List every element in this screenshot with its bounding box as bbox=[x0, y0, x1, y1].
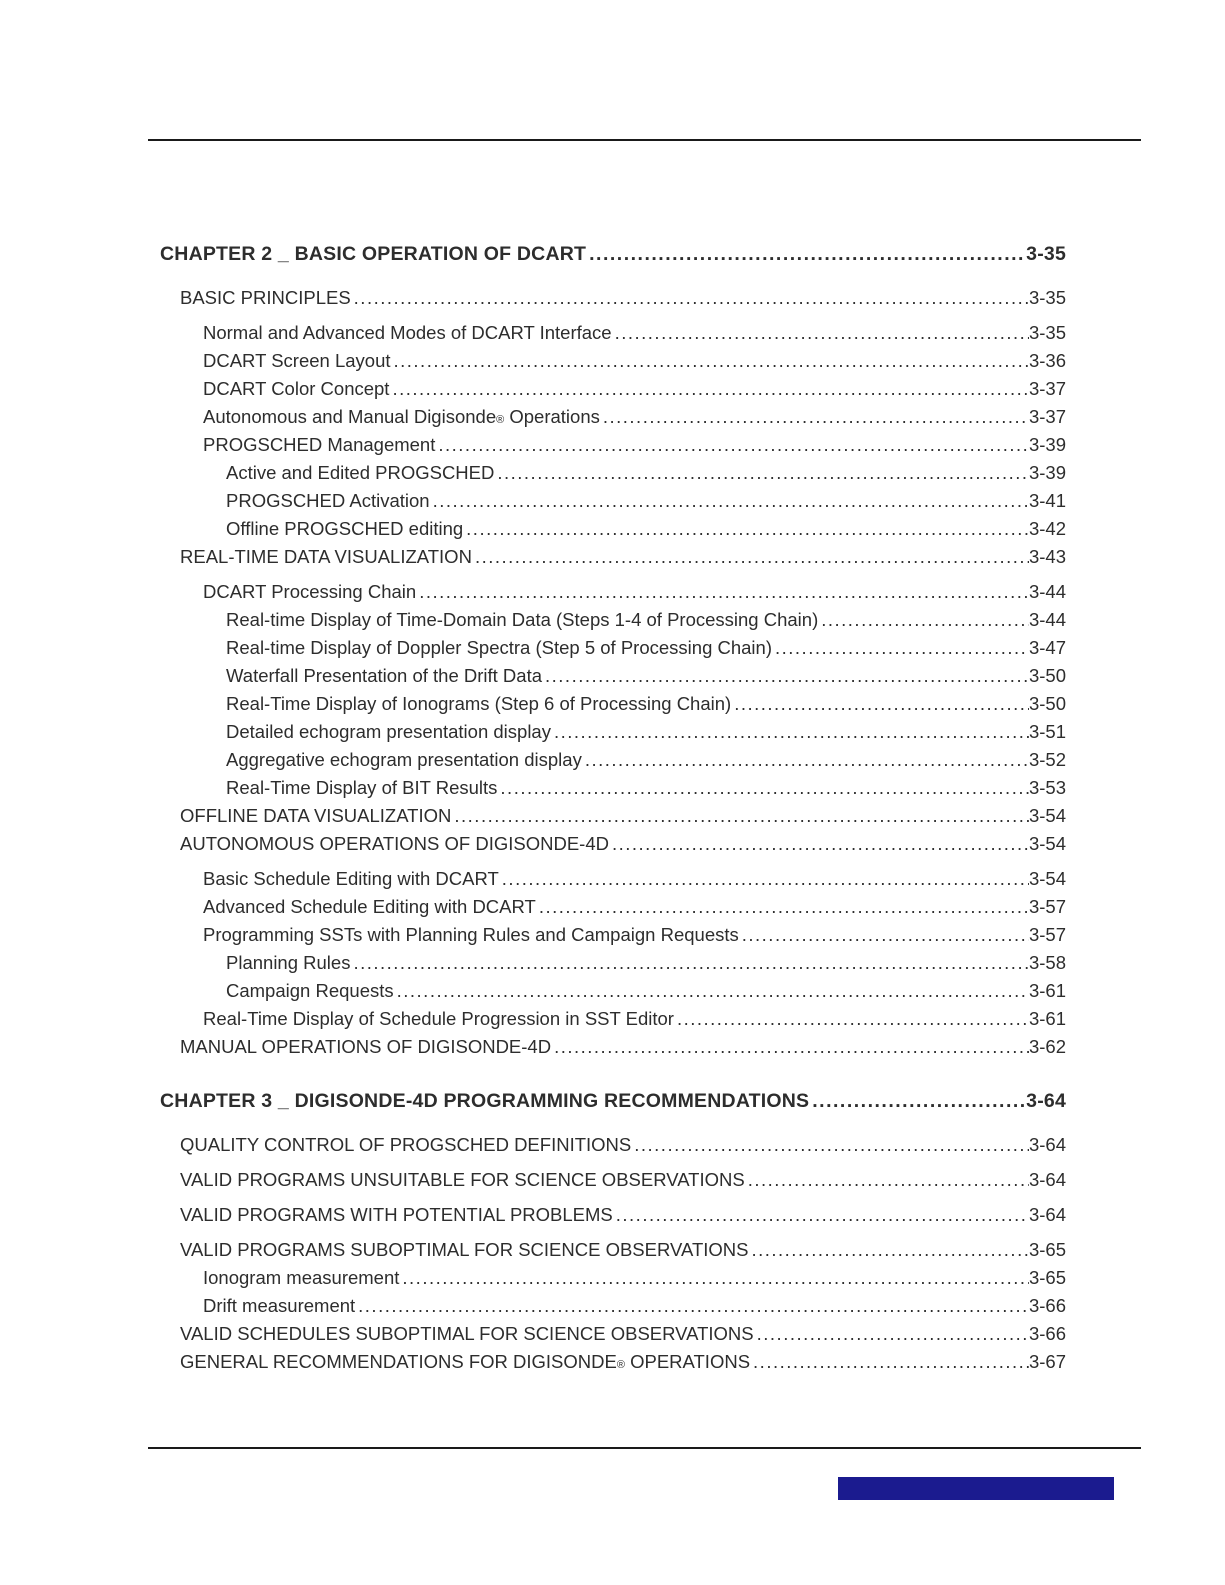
toc-entry-page: 3-41 bbox=[1028, 490, 1066, 511]
toc-entry-page: 3-35 bbox=[1026, 243, 1066, 265]
toc-entry-label: QUALITY CONTROL OF PROGSCHED DEFINITIONS bbox=[180, 1134, 632, 1155]
toc-entry-label: VALID PROGRAMS WITH POTENTIAL PROBLEMS bbox=[180, 1204, 613, 1225]
dot-leader bbox=[750, 1348, 1029, 1376]
dot-leader bbox=[542, 662, 1029, 690]
toc-entry[interactable] bbox=[160, 1201, 1066, 1229]
toc-entry-page: 3-66 bbox=[1028, 1323, 1066, 1344]
toc-entry-page: 3-61 bbox=[1028, 980, 1066, 1001]
toc-entry[interactable] bbox=[160, 1292, 1066, 1320]
toc-entry-page: 3-57 bbox=[1028, 896, 1066, 917]
toc-entry-page: 3-47 bbox=[1028, 637, 1066, 658]
toc-entry-label: Waterfall Presentation of the Drift Data bbox=[226, 665, 543, 686]
toc-entry[interactable] bbox=[160, 830, 1066, 858]
toc-entry-page: 3-67 bbox=[1028, 1351, 1066, 1372]
toc-entry-label: Real-time Display of Doppler Spectra (Step 5 of Processing Chain) bbox=[226, 637, 772, 658]
toc-entry-label: Programming SSTs with Planning Rules and Campaign Requests bbox=[203, 924, 739, 945]
dot-leader bbox=[536, 893, 1029, 921]
toc-chapter-heading[interactable] bbox=[160, 1087, 1066, 1115]
toc-entry-page: 3-54 bbox=[1028, 805, 1066, 826]
toc-entry[interactable] bbox=[160, 606, 1066, 634]
dot-leader bbox=[551, 718, 1029, 746]
toc-entry-label: Normal and Advanced Modes of DCART Interface bbox=[203, 322, 612, 343]
toc-entry[interactable] bbox=[160, 515, 1066, 543]
dot-leader bbox=[731, 690, 1029, 718]
toc-entry-page: 3-39 bbox=[1028, 434, 1066, 455]
table-of-contents bbox=[160, 240, 1066, 1376]
toc-entry-page: 3-64 bbox=[1028, 1169, 1066, 1190]
toc-entry-page: 3-61 bbox=[1028, 1008, 1066, 1029]
toc-entry-page: 3-51 bbox=[1028, 721, 1066, 742]
toc-entry[interactable] bbox=[160, 1166, 1066, 1194]
toc-entry-label-after: OPERATIONS bbox=[624, 1351, 751, 1372]
toc-entry-label: Ionogram measurement bbox=[203, 1267, 400, 1288]
dot-leader bbox=[631, 1131, 1029, 1159]
toc-entry-page: 3-35 bbox=[1028, 287, 1066, 308]
dot-leader bbox=[494, 459, 1029, 487]
toc-entry-label: OFFLINE DATA VISUALIZATION bbox=[180, 805, 452, 826]
toc-entry-label: PROGSCHED Activation bbox=[226, 490, 430, 511]
toc-entry-label: Campaign Requests bbox=[226, 980, 394, 1001]
footer-accent-bar bbox=[838, 1477, 1114, 1500]
dot-leader bbox=[582, 746, 1029, 774]
dot-leader bbox=[430, 487, 1029, 515]
toc-entry[interactable] bbox=[160, 487, 1066, 515]
toc-entry-label: PROGSCHED Management bbox=[203, 434, 436, 455]
toc-entry-page: 3-54 bbox=[1028, 833, 1066, 854]
toc-entry-label: REAL-TIME DATA VISUALIZATION bbox=[180, 546, 472, 567]
toc-chapter-heading[interactable] bbox=[160, 240, 1066, 268]
toc-entry-page: 3-62 bbox=[1028, 1036, 1066, 1057]
toc-entry[interactable] bbox=[160, 1264, 1066, 1292]
dot-leader bbox=[355, 1292, 1029, 1320]
toc-entry-page: 3-52 bbox=[1028, 749, 1066, 770]
toc-entry-label: Basic Schedule Editing with DCART bbox=[203, 868, 499, 889]
toc-entry[interactable] bbox=[160, 1005, 1066, 1033]
dot-leader bbox=[463, 515, 1029, 543]
toc-entry-label: Offline PROGSCHED editing bbox=[226, 518, 464, 539]
toc-entry[interactable] bbox=[160, 893, 1066, 921]
toc-entry-label: Real-Time Display of Ionograms (Step 6 of Processing Chain) bbox=[226, 693, 732, 714]
toc-entry[interactable] bbox=[160, 1236, 1066, 1264]
dot-leader bbox=[394, 977, 1029, 1005]
toc-entry-label: DCART Processing Chain bbox=[203, 581, 417, 602]
dot-leader bbox=[497, 774, 1029, 802]
toc-entry-page: 3-66 bbox=[1028, 1295, 1066, 1316]
toc-entry-page: 3-37 bbox=[1028, 406, 1066, 427]
toc-entry-page: 3-64 bbox=[1028, 1204, 1066, 1225]
dot-leader bbox=[351, 284, 1029, 312]
dot-leader bbox=[745, 1166, 1029, 1194]
toc-entry[interactable] bbox=[160, 431, 1066, 459]
dot-leader bbox=[609, 830, 1029, 858]
dot-leader bbox=[350, 949, 1029, 977]
top-rule bbox=[148, 139, 1141, 141]
toc-entry-label: Detailed echogram presentation display bbox=[226, 721, 551, 742]
toc-entry-page: 3-35 bbox=[1028, 322, 1066, 343]
dot-leader bbox=[674, 1005, 1029, 1033]
toc-entry-page: 3-64 bbox=[1026, 1090, 1066, 1112]
toc-entry-label: Real-time Display of Time-Domain Data (Steps 1-4 of Processing Chain) bbox=[226, 609, 819, 630]
toc-entry-label: Drift measurement bbox=[203, 1295, 356, 1316]
toc-entry-label: Real-Time Display of Schedule Progression in SST Editor bbox=[203, 1008, 674, 1029]
dot-leader bbox=[586, 240, 1026, 268]
toc-entry-page: 3-44 bbox=[1028, 581, 1066, 602]
dot-leader bbox=[472, 543, 1029, 571]
dot-leader bbox=[416, 578, 1029, 606]
toc-entry-page: 3-58 bbox=[1028, 952, 1066, 973]
toc-entry-label: BASIC PRINCIPLES bbox=[180, 287, 351, 308]
toc-entry-page: 3-37 bbox=[1028, 378, 1066, 399]
toc-entry-label: Aggregative echogram presentation display bbox=[226, 749, 582, 770]
dot-leader bbox=[754, 1320, 1029, 1348]
toc-entry[interactable] bbox=[160, 690, 1066, 718]
toc-entry[interactable] bbox=[160, 718, 1066, 746]
toc-entry[interactable] bbox=[160, 802, 1066, 830]
toc-entry[interactable] bbox=[160, 347, 1066, 375]
toc-entry-label: GENERAL RECOMMENDATIONS FOR DIGISONDE bbox=[180, 1351, 617, 1372]
toc-entry-label: Autonomous and Manual Digisonde bbox=[203, 406, 497, 427]
toc-entry-page: 3-44 bbox=[1028, 609, 1066, 630]
dot-leader bbox=[818, 606, 1029, 634]
toc-entry[interactable] bbox=[160, 774, 1066, 802]
dot-leader bbox=[399, 1264, 1029, 1292]
toc-entry[interactable] bbox=[160, 578, 1066, 606]
toc-entry-page: 3-36 bbox=[1028, 350, 1066, 371]
toc-entry[interactable] bbox=[160, 1131, 1066, 1159]
toc-entry-label: Planning Rules bbox=[226, 952, 351, 973]
dot-leader bbox=[499, 865, 1029, 893]
dot-leader bbox=[600, 403, 1029, 431]
toc-entry[interactable] bbox=[160, 284, 1066, 312]
toc-entry-page: 3-50 bbox=[1028, 693, 1066, 714]
toc-entry[interactable] bbox=[160, 319, 1066, 347]
toc-entry-label: VALID PROGRAMS UNSUITABLE FOR SCIENCE OBSERVATIONS bbox=[180, 1169, 745, 1190]
toc-entry-label: VALID SCHEDULES SUBOPTIMAL FOR SCIENCE OBSERVATIONS bbox=[180, 1323, 754, 1344]
toc-entry[interactable]: GENERAL RECOMMENDATIONS FOR DIGISONDE ® OPERATIONS ..... 3-67 bbox=[160, 1348, 1066, 1376]
toc-entry-label: CHAPTER 3 _ DIGISONDE-4D PROGRAMMING RECOMMENDATIONS bbox=[160, 1090, 810, 1112]
dot-leader bbox=[435, 431, 1029, 459]
toc-entry[interactable] bbox=[160, 662, 1066, 690]
dot-leader bbox=[551, 1033, 1029, 1061]
toc-entry-label: CHAPTER 2 _ BASIC OPERATION OF DCART bbox=[160, 243, 587, 265]
toc-entry-label: Advanced Schedule Editing with DCART bbox=[203, 896, 536, 917]
dot-leader bbox=[739, 921, 1029, 949]
toc-entry-label: MANUAL OPERATIONS OF DIGISONDE-4D bbox=[180, 1036, 552, 1057]
toc-entry-label: Active and Edited PROGSCHED bbox=[226, 462, 495, 483]
bottom-rule bbox=[148, 1447, 1141, 1449]
toc-entry-page: 3-39 bbox=[1028, 462, 1066, 483]
toc-entry-page: 3-53 bbox=[1028, 777, 1066, 798]
toc-entry-label: DCART Screen Layout bbox=[203, 350, 391, 371]
toc-entry-label: AUTONOMOUS OPERATIONS OF DIGISONDE-4D bbox=[180, 833, 609, 854]
toc-entry-page: 3-42 bbox=[1028, 518, 1066, 539]
toc-entry[interactable] bbox=[160, 543, 1066, 571]
toc-entry[interactable] bbox=[160, 865, 1066, 893]
toc-entry-page: 3-65 bbox=[1028, 1239, 1066, 1260]
dot-leader bbox=[612, 319, 1029, 347]
toc-entry[interactable]: Autonomous and Manual Digisonde ® Operations ..... 3-37 bbox=[160, 403, 1066, 431]
toc-entry[interactable] bbox=[160, 634, 1066, 662]
toc-entry[interactable] bbox=[160, 977, 1066, 1005]
toc-entry[interactable] bbox=[160, 1033, 1066, 1061]
dot-leader bbox=[772, 634, 1029, 662]
toc-entry-page: 3-54 bbox=[1028, 868, 1066, 889]
dot-leader bbox=[451, 802, 1029, 830]
dot-leader bbox=[391, 347, 1029, 375]
dot-leader bbox=[613, 1201, 1029, 1229]
toc-entry-page: 3-50 bbox=[1028, 665, 1066, 686]
toc-entry[interactable] bbox=[160, 949, 1066, 977]
toc-entry-label: DCART Color Concept bbox=[203, 378, 390, 399]
toc-entry[interactable] bbox=[160, 459, 1066, 487]
toc-entry-page: 3-65 bbox=[1028, 1267, 1066, 1288]
dot-leader bbox=[809, 1087, 1026, 1115]
toc-entry-page: 3-64 bbox=[1028, 1134, 1066, 1155]
dot-leader bbox=[389, 375, 1029, 403]
toc-entry[interactable] bbox=[160, 746, 1066, 774]
toc-entry-page: 3-57 bbox=[1028, 924, 1066, 945]
toc-entry-page: 3-43 bbox=[1028, 546, 1066, 567]
toc-entry[interactable] bbox=[160, 1320, 1066, 1348]
toc-entry-label-after: Operations bbox=[504, 406, 600, 427]
toc-entry[interactable] bbox=[160, 921, 1066, 949]
toc-entry-label: VALID PROGRAMS SUBOPTIMAL FOR SCIENCE OBSERVATIONS bbox=[180, 1239, 749, 1260]
toc-entry-label: Real-Time Display of BIT Results bbox=[226, 777, 498, 798]
toc-entry[interactable] bbox=[160, 375, 1066, 403]
dot-leader bbox=[748, 1236, 1029, 1264]
